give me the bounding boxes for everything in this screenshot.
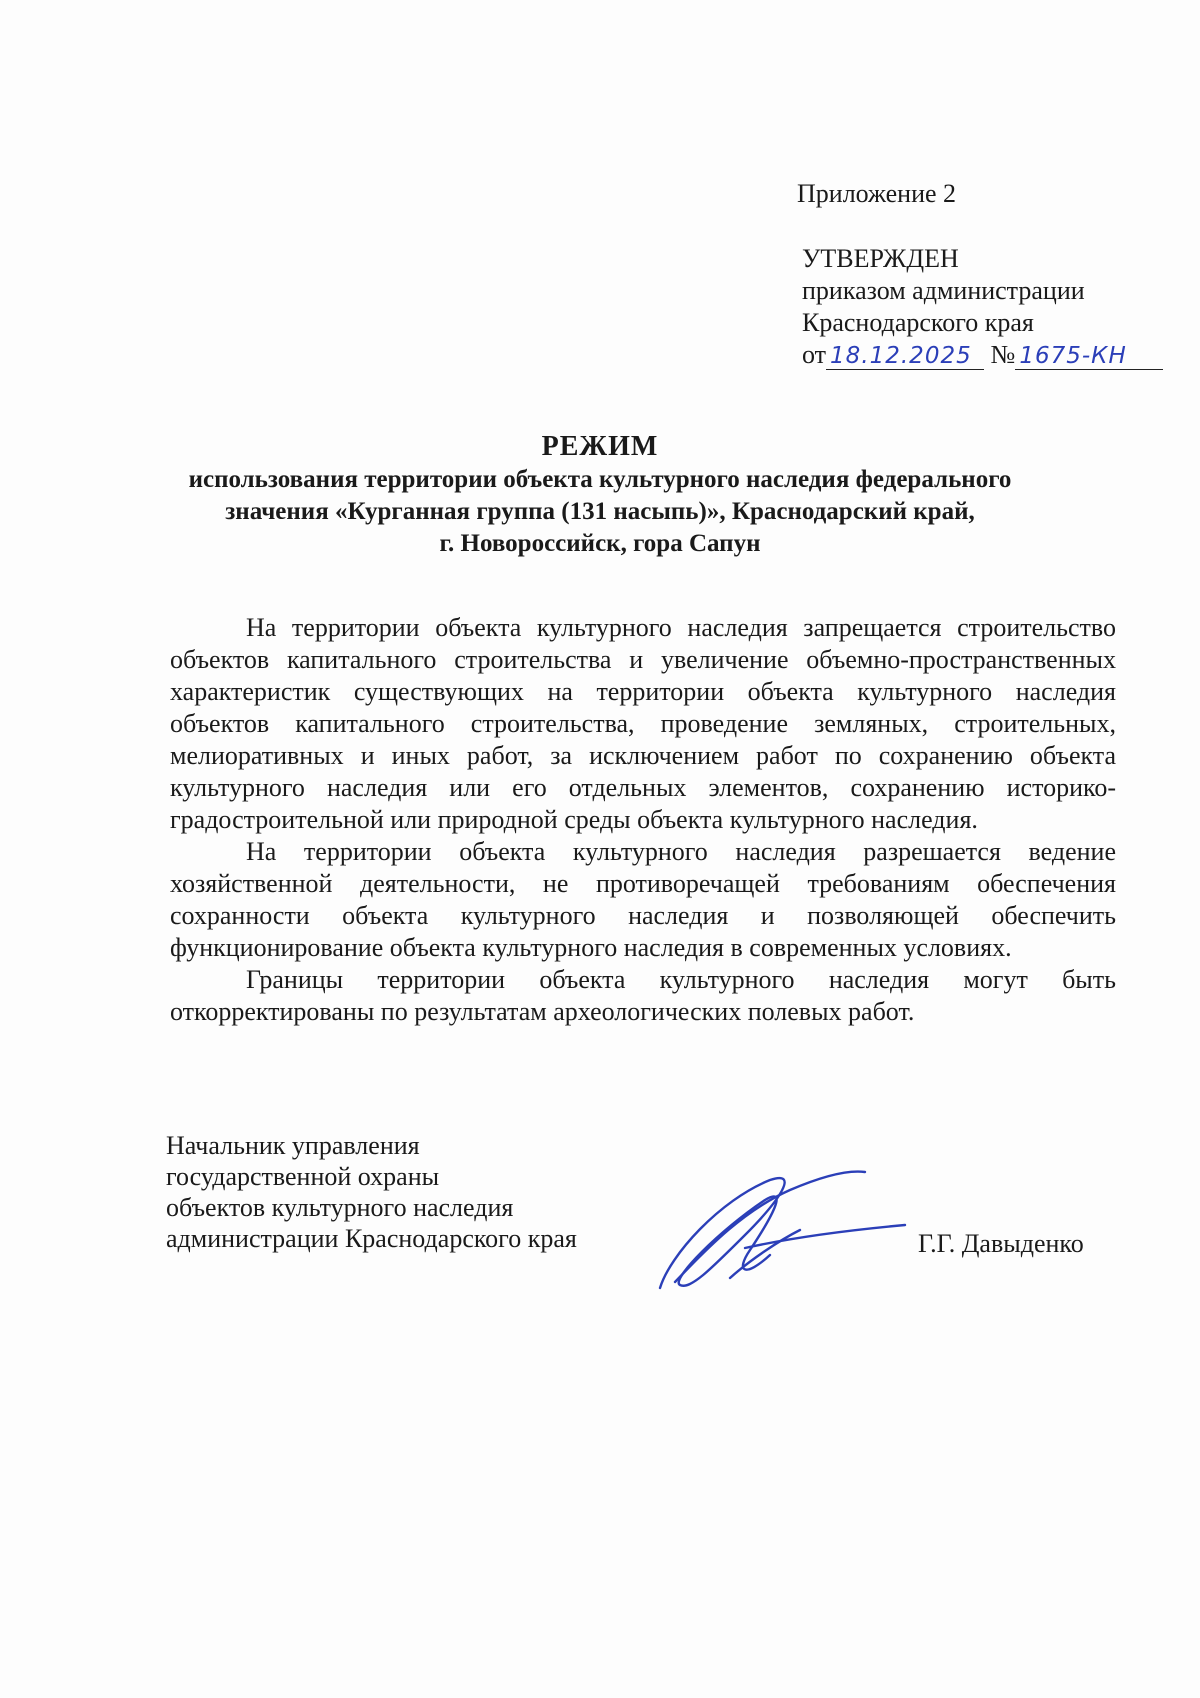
body-paragraph-1: На территории объекта культурного наследия запрещается строительство объектов капитального строительства и увеличение объемно-пространственных характеристик существующих на территории объекта культурного наследия объектов капитального строительства, проведение земляных, строительных, мелиоративных и иных работ, за исключением работ по сохранению объекта культурного наследия или его отдельных элементов, сохранению историко-градостроительной или природной среды объекта культурного наследия. (170, 613, 1116, 834)
signatory-position (166, 1130, 577, 1254)
order-number-field (1015, 342, 1163, 370)
order-date-field (826, 342, 984, 370)
position-line-4: администрации Краснодарского края (166, 1224, 577, 1253)
document-body (170, 612, 1116, 1028)
position-line-3: объектов культурного наследия (166, 1193, 514, 1222)
date-prefix: от (802, 340, 827, 369)
title-line-3: г. Новороссийск, гора Сапун (439, 530, 761, 557)
body-paragraph-2: На территории объекта культурного наследия разрешается ведение хозяйственной деятельности, не противоречащей требованиям обеспечения сохранности объекта культурного наследия и позволяющей обеспечить функционирование объекта культурного наследия в современных условиях. (170, 837, 1116, 962)
approved-label: УТВЕРЖДЕН (802, 244, 959, 273)
approval-block (802, 243, 1163, 371)
title-main: РЕЖИМ (541, 431, 659, 462)
handwritten-signature (650, 1160, 910, 1300)
appendix-label: Приложение 2 (797, 179, 957, 208)
position-line-1: Начальник управления (166, 1131, 420, 1160)
title-line-1: использования территории объекта культурного наследия федерального (188, 466, 1012, 493)
title-line-2: значения «Курганная группа (131 насыпь)», Краснодарский край, (225, 498, 975, 525)
order-date-number-line (802, 339, 1163, 371)
number-prefix: № (990, 340, 1016, 369)
order-number-value: 1675-КН (1019, 343, 1127, 369)
body-paragraph-3: Границы территории объекта культурного наследия могут быть откорректированы по результатам археологических полевых работ. (170, 965, 1116, 1026)
document-title (150, 430, 1050, 560)
approved-by-line-1: приказом администрации (802, 276, 1085, 305)
order-date-value: 18.12.2025 (830, 343, 972, 369)
approved-by-line-2: Краснодарского края (802, 308, 1034, 337)
signatory-name: Г.Г. Давыденко (918, 1229, 1084, 1258)
position-line-2: государственной охраны (166, 1162, 440, 1191)
